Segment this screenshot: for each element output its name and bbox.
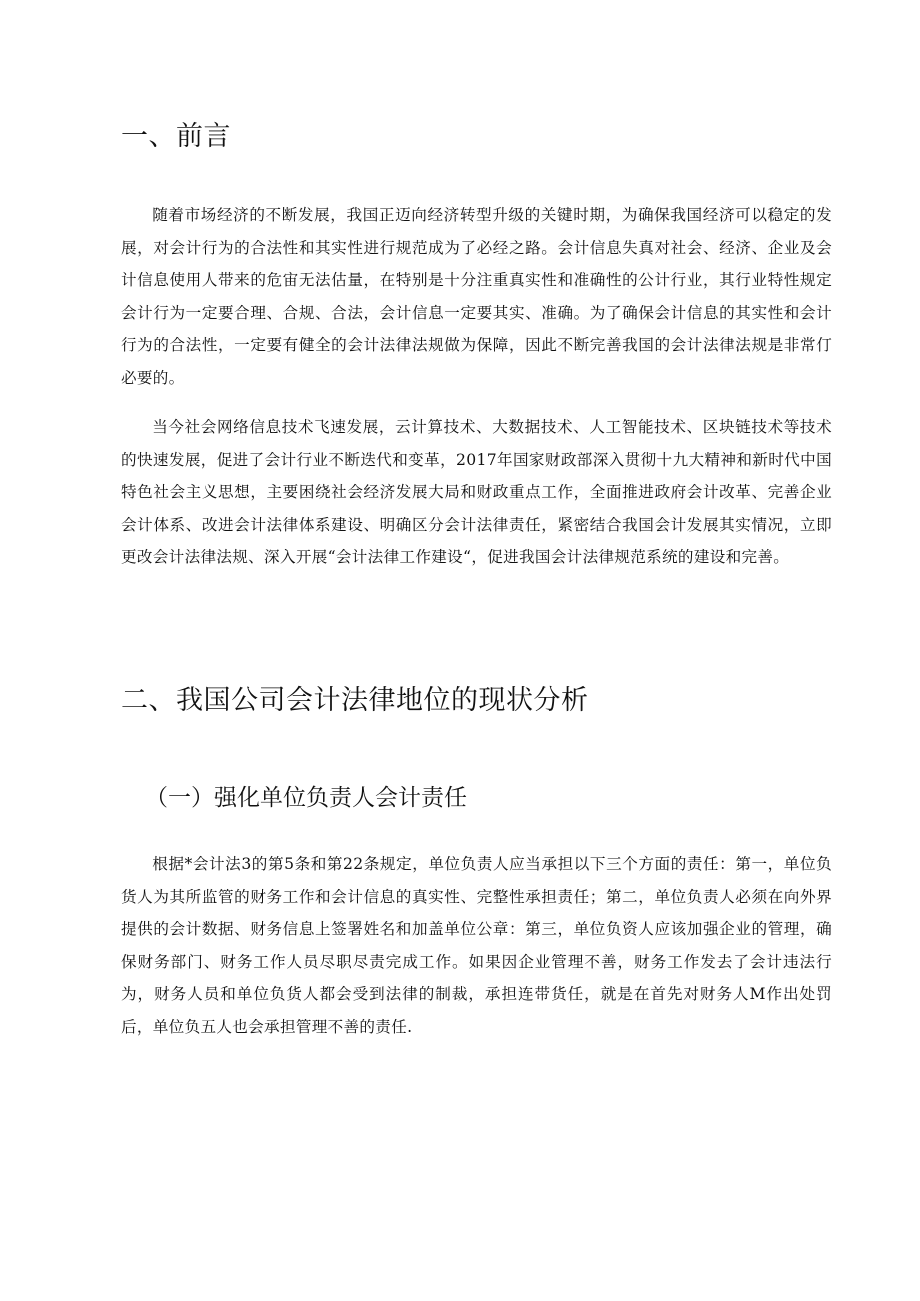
section-2-title: 二、我国公司会计法律地位的现状分析	[121, 685, 589, 716]
subsection-1-paragraph-1: 根据*会计法3的第5条和第22条规定，单位负责人应当承担以下三个方面的责任：第一，单位负货人为其所监管的财务工作和会计信息的真实性、完整性承担责任；第二，单位负责人必须在向外界提供的会计数据、财务信息上签署姓名和加盖单位公章：第三，单位负资人应该加强企业的管理，确保财务部门、财务工作人员尽职尽责完成工作。如果因企业管理不善，财务工作发去了会计违法行为，财务人员和单位负货人都会受到法律的制裁，承担连带货任，就是在首先对财务人M作出处罚后，单位负五人也会承担管理不善的责任.	[121, 855, 832, 1036]
section-1-title: 一、前言	[121, 121, 231, 152]
section-1-paragraph-1: 随着市场经济的不断发展，我国正迈向经济转型升级的关键时期，为确保我国经济可以稳定的发展，对会计行为的合法性和其实性进行规范成为了必经之路。会计信息失真对社会、经济、企业及会计信息使用人带来的危宙无法估量，在特别是十分注重真实性和准确性的公计行业，其行业特性规定会计行为一定要合理、合规、合法，会计信息一定要其实、准确。为了确保会计信息的其实性和会计行为的合法性，一定要有健全的会计法律法规做为保障，因此不断完善我国的会计法律法规是非常仃必要的。	[121, 206, 832, 387]
subsection-1-title: （一）强化单位负责人会计责任	[145, 785, 467, 811]
section-1-paragraph-2: 当今社会网络信息技术飞速发展，云计算技术、大数据技术、人工智能技术、区块链技术等技术的快速发展，促进了会计行业不断迭代和变革，2017年国家财政部深入贯彻十九大精神和新时代中国特色社会主义思想，主要困绕社会经济发展大局和财政重点工作，全面推进政府会计改革、完善企业会计体系、改进会计法律体系建设、明确区分会计法律责任，紧密结合我国会计发展其实情况，立即更改会计法律法规、深入开展“会计法律工作建设“，促进我国会计法律规范系统的建设和完善。	[121, 418, 832, 567]
